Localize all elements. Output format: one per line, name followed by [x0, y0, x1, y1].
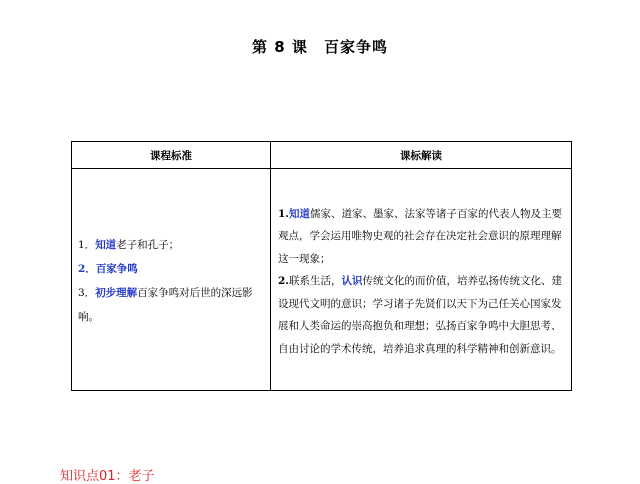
interpretation-paragraph-1 [278, 203, 563, 270]
standard-number: 1． [78, 238, 96, 251]
interpretation-keyword: 认识 [341, 275, 363, 288]
lesson-name: 百家争鸣 [323, 38, 388, 56]
standard-text: 百家争鸣对后世的深远影响。 [78, 286, 253, 323]
interpretation-text: 联系生活， [288, 275, 342, 288]
interpretation-text: 传统文化的而价值，培养弘扬传统文化、建设现代文明的意识；学习诸子先贤们以天下为己任关心国家发展和人类命运的崇高抱负和理想；弘扬百家争鸣中大胆思考、自由讨论的学术传统，培养追求真理的科学精神和创新意识。 [278, 275, 562, 355]
header-standard: 课程标准 [72, 142, 271, 169]
paragraph-number: 1. [278, 208, 289, 221]
standard-text: 老子和孔子； [116, 238, 180, 251]
interpretation-keyword: 知道 [288, 208, 310, 221]
table-body-row [72, 169, 572, 391]
interpretation-paragraph-2 [278, 270, 563, 360]
lesson-number: 第 8 课 [252, 38, 308, 56]
standard-item [78, 281, 264, 329]
standard-item [78, 257, 264, 281]
standard-keyword: 初步理解 [95, 286, 138, 299]
header-interpretation: 课标解读 [271, 142, 572, 169]
next-section-heading: 知识点01：老子 [60, 469, 155, 484]
standard-keyword: 百家争鸣 [95, 262, 138, 275]
curriculum-table [71, 141, 572, 391]
standard-number: 3． [78, 286, 96, 299]
paragraph-number: 2. [278, 275, 289, 288]
interpretation-text: 儒家、道家、墨家、法家等诸子百家的代表人物及主要观点，学会运用唯物史观的社会存在决定社会意识的原理理解这一现象； [278, 208, 562, 265]
lesson-title [0, 36, 640, 57]
standard-number: 2． [78, 262, 96, 275]
table-header-row [72, 142, 572, 169]
standard-keyword: 知道 [95, 238, 117, 251]
standards-cell [72, 169, 271, 391]
interpretation-cell [271, 169, 572, 391]
standard-item [78, 233, 264, 257]
